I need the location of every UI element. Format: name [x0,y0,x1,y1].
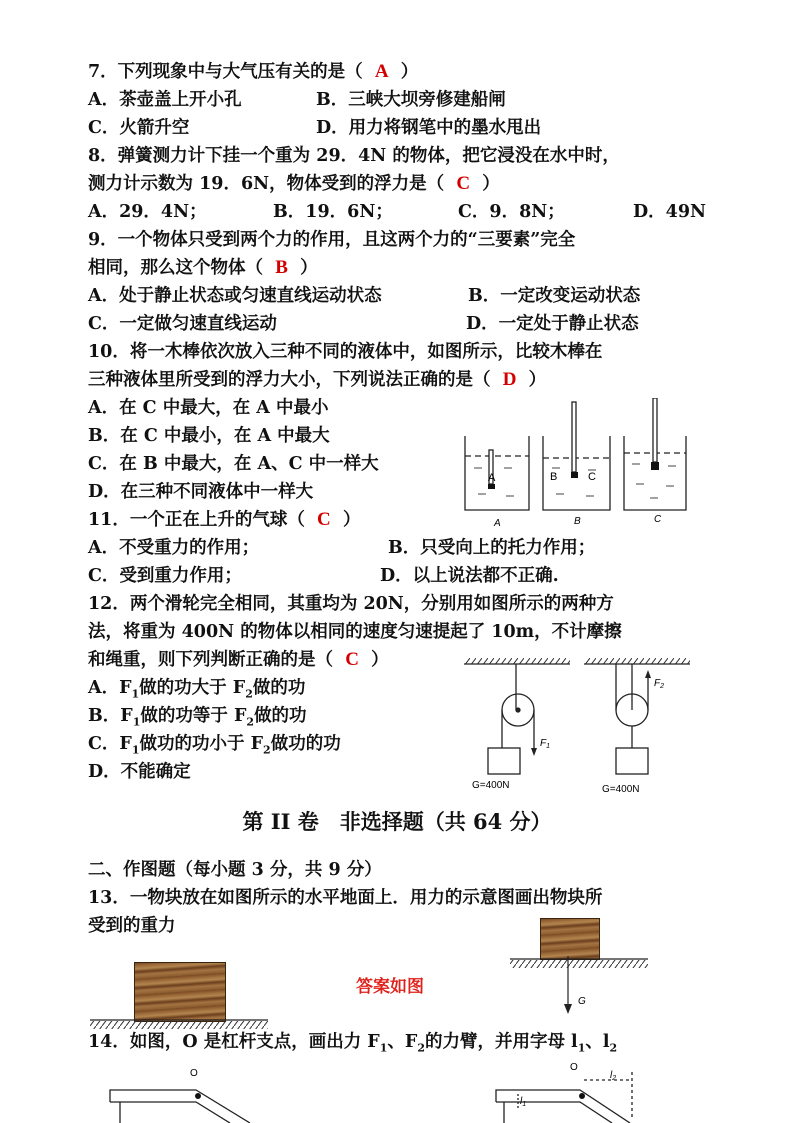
left-weight-label: G=400N [472,780,510,791]
q9-stem-line2: 相同，那么这个物体（ B ） [88,257,318,278]
section2-title: 二、作图题（每小题 3 分，共 9 分） [88,860,382,880]
q10-stem-line1: 10．将一木棒依次放入三种不同的液体中，如图所示，比较木棒在 [88,342,603,362]
l2-label: $l_2$ [610,1070,617,1082]
l1-label: $l_1$ [520,1096,527,1108]
beaker-b-caption: B [574,516,581,527]
q10-stem-line2: 三种液体里所受到的浮力大小，下列说法正确的是（ D ） [88,369,547,390]
beaker-c-inner-label: C [588,471,596,483]
q8-options: A．29．4N； B．19．6N； C．9．8N； D．49N [88,202,707,222]
q13-wood-block-answer [540,918,600,960]
q10-option-d: D．在三种不同液体中一样大 [88,482,314,502]
q8-answer: C [456,173,471,194]
pivot-o-label-answer: O [570,1062,578,1073]
beaker-a-caption: A [494,518,501,529]
q7-stem: 7．下列现象中与大气压有关的是（ A ） [88,61,419,82]
q7-options-cd: C．火箭升空 D．用力将钢笔中的墨水甩出 [88,118,542,138]
q13-wood-block-question [134,962,226,1022]
beaker-a-inner-label: A [488,472,496,484]
q9-options-cd: C．一定做匀速直线运动 D．一定处于静止状态 [88,314,639,334]
q14-lever-question [100,1062,300,1123]
q12-answer: C [345,649,359,670]
q14-lever-answer [488,1058,668,1123]
pivot-o-label-question: O [190,1068,198,1079]
beaker-b-inner-label: B [550,471,558,483]
q12-option-c: C．$F_1$做功的功小于 $F_2$做功的功 [88,734,341,757]
gravity-label: G [578,996,586,1007]
q12-option-b: B．$F_1$做的功等于 $F_2$做的功 [88,706,307,729]
q9-answer: B [275,257,288,278]
q10-option-a: A．在 C 中最大，在 A 中最小 [88,398,329,418]
f1-label: $F_1$ [540,738,551,750]
q13-answer-gravity-figure [510,956,650,1016]
q13-stem-line2: 受到的重力 [88,916,176,936]
q11-stem: 11．一个正在上升的气球（ C ） [88,509,361,530]
left-weight-block [488,748,520,774]
part2-heading: 第 II 卷 非选择题（共 64 分） [242,809,552,834]
stick-c [653,398,657,462]
right-weight-label: G=400N [602,784,640,795]
q8-stem-line1: 8．弹簧测力计下挂一个重为 29．4N 的物体，把它浸没在水中时， [88,146,620,166]
q10-option-c: C．在 B 中最大，在 A、C 中一样大 [88,454,379,474]
stick-b [572,402,576,472]
q12-pulley-figure [458,650,698,800]
q11-options-ab: A．不受重力的作用； B．只受向上的托力作用； [88,538,596,558]
right-weight-block [616,748,648,774]
q10-answer: D [502,369,517,390]
q7-answer: A [374,61,389,82]
q12-option-d: D．不能确定 [88,762,191,782]
q11-options-cd: C．受到重力作用； D．以上说法都不正确. [88,566,559,586]
beaker-c-caption: C [654,514,662,525]
q12-stem-line3: 和绳重，则下列判断正确的是（ C ） [88,649,389,670]
q14-stem: 14．如图，O 是杠杆支点，画出力 $F_1$、$F_2$的力臂，并用字母 $l_1$、$l_2$ [88,1032,618,1055]
q12-stem-line2: 法，将重为 400N 的物体以相同的速度匀速提起了 10m，不计摩擦 [88,622,622,642]
q9-options-ab: A．处于静止状态或匀速直线运动状态 B．一定改变运动状态 [88,286,641,306]
q12-stem-line1: 12．两个滑轮完全相同，其重均为 20N，分别用如图所示的两种方 [88,594,614,614]
q12-option-a: A．$F_1$做的功大于 $F_2$做的功 [88,678,306,701]
q13-stem-line1: 13．一物块放在如图所示的水平地面上．用力的示意图画出物块所 [88,888,603,908]
q10-liquid-beakers-figure [460,398,690,530]
f2-label: $F_2$ [654,678,665,690]
q9-stem-line1: 9．一个物体只受到两个力的作用，且这两个力的“三要素”完全 [88,230,576,250]
q13-answer-note: 答案如图 [356,977,424,997]
q8-stem-line2: 测力计示数为 19．6N，物体受到的浮力是（ C ） [88,173,500,194]
q7-options-ab: A．茶壶盖上开小孔 B．三峡大坝旁修建船闸 [88,90,506,110]
beaker-a [465,436,529,510]
q11-answer: C [317,509,331,530]
q10-option-b: B．在 C 中最小，在 A 中最大 [88,426,330,446]
